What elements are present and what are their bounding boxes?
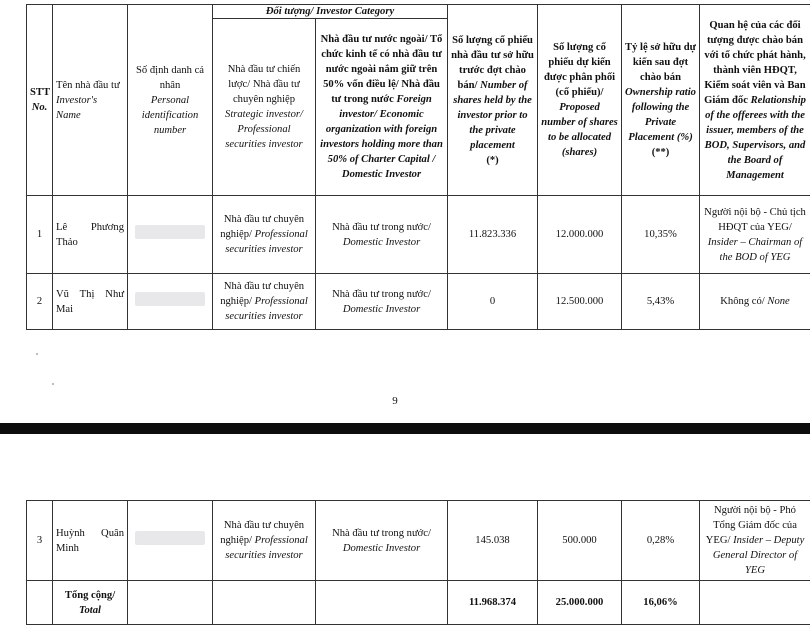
page-number: 9 — [392, 395, 398, 407]
shares-before-value: 0 — [448, 274, 538, 330]
redaction-block — [135, 292, 205, 306]
total-proposed-shares: 25.000.000 — [538, 581, 622, 625]
relationship-cell: Người nội bộ - Phó Tổng Giám đốc của YEG/ Insider – Deputy General Director of YEG — [700, 501, 810, 581]
table-row — [27, 196, 810, 274]
scan-speck — [36, 353, 38, 355]
total-shares-before: 11.968.374 — [448, 581, 538, 625]
investor-name-header: Tên nhà đầu tư Investor's Name — [53, 5, 128, 196]
foreign-cell: Nhà đầu tư trong nước/ Domestic Investor — [316, 196, 448, 274]
relationship-header: Quan hệ của các đối tượng được chào bán với tổ chức phát hành, thành viên HĐQT, Kiểm soát viên và Ban Giám đốc Relationship of the offerees with the issuer, members of the BOD, Supervisors, and the Board of Management — [700, 5, 810, 196]
investor-table-page-9 — [26, 4, 810, 330]
ownership-ratio-header: Tỷ lệ sở hữu dự kiến sau đợt chào bán Ownership ratio following the Private Placement (%) (**) — [622, 5, 700, 196]
proposed-shares-value: 12.000.000 — [538, 196, 622, 274]
row-number: 3 — [27, 501, 53, 581]
row-number: 2 — [27, 274, 53, 330]
strategic-cell: Nhà đầu tư chuyên nghiệp/ Professional securities investor — [213, 196, 316, 274]
total-empty-cell — [213, 581, 316, 625]
relationship-cell: Người nội bộ - Chủ tịch HĐQT của YEG/ Insider – Chairman of the BOD of YEG — [700, 196, 810, 274]
foreign-cell: Nhà đầu tư trong nước/ Domestic Investor — [316, 501, 448, 581]
id-number-redacted — [128, 196, 213, 274]
strategic-investor-header: Nhà đầu tư chiến lược/ Nhà đầu tư chuyên nghiệp Strategic investor/ Professional securities investor — [213, 19, 316, 196]
total-empty-cell — [700, 581, 810, 625]
id-number-redacted — [128, 501, 213, 581]
proposed-shares-value: 12.500.000 — [538, 274, 622, 330]
strategic-cell: Nhà đầu tư chuyên nghiệp/ Professional securities investor — [213, 501, 316, 581]
investor-name: Vũ Thị Như Mai — [53, 274, 128, 330]
table-row — [27, 274, 810, 330]
total-empty-cell — [316, 581, 448, 625]
proposed-shares-header: Số lượng cổ phiếu dự kiến được phân phối (cổ phiếu)/ Proposed number of shares to be allocated (shares) — [538, 5, 622, 196]
ownership-ratio-value: 10,35% — [622, 196, 700, 274]
id-number-redacted — [128, 274, 213, 330]
strategic-cell: Nhà đầu tư chuyên nghiệp/ Professional securities investor — [213, 274, 316, 330]
shares-before-value: 11.823.336 — [448, 196, 538, 274]
foreign-cell: Nhà đầu tư trong nước/ Domestic Investor — [316, 274, 448, 330]
redaction-block — [135, 225, 205, 239]
investor-name: Lê Phương Thảo — [53, 196, 128, 274]
total-empty-cell — [128, 581, 213, 625]
row-number: 1 — [27, 196, 53, 274]
investor-category-header: Đối tượng/ Investor Category — [213, 5, 448, 19]
proposed-shares-value: 500.000 — [538, 501, 622, 581]
investor-name: Huỳnh Quân Minh — [53, 501, 128, 581]
total-label: Tổng cộng/ Total — [53, 581, 128, 625]
table-row — [27, 501, 810, 581]
total-row — [27, 581, 810, 625]
relationship-cell: Không có/ None — [700, 274, 810, 330]
page-break-bar — [0, 423, 810, 434]
id-number-header: Số định danh cá nhân Personal identification number — [128, 5, 213, 196]
ownership-ratio-value: 5,43% — [622, 274, 700, 330]
total-ownership-ratio: 16,06% — [622, 581, 700, 625]
shares-before-value: 145.038 — [448, 501, 538, 581]
investor-table-page-10 — [26, 500, 810, 625]
redaction-block — [135, 531, 205, 545]
ownership-ratio-value: 0,28% — [622, 501, 700, 581]
shares-before-header: Số lượng cổ phiếu nhà đầu tư sở hữu trước đợt chào bán/ Number of shares held by the investor prior to the private placement (*) — [448, 5, 538, 196]
foreign-investor-header: Nhà đầu tư nước ngoài/ Tổ chức kinh tế có nhà đầu tư nước ngoài nắm giữ trên 50% vốn điều lệ/ Nhà đầu tư trong nước Foreign investor/ Economic organization with foreign investors holding more than 50% of Charter Capital / Domestic Investor — [316, 19, 448, 196]
scan-speck — [52, 383, 54, 385]
header-row-1 — [27, 5, 810, 19]
total-empty-cell — [27, 581, 53, 625]
stt-header: STT No. — [27, 5, 53, 196]
